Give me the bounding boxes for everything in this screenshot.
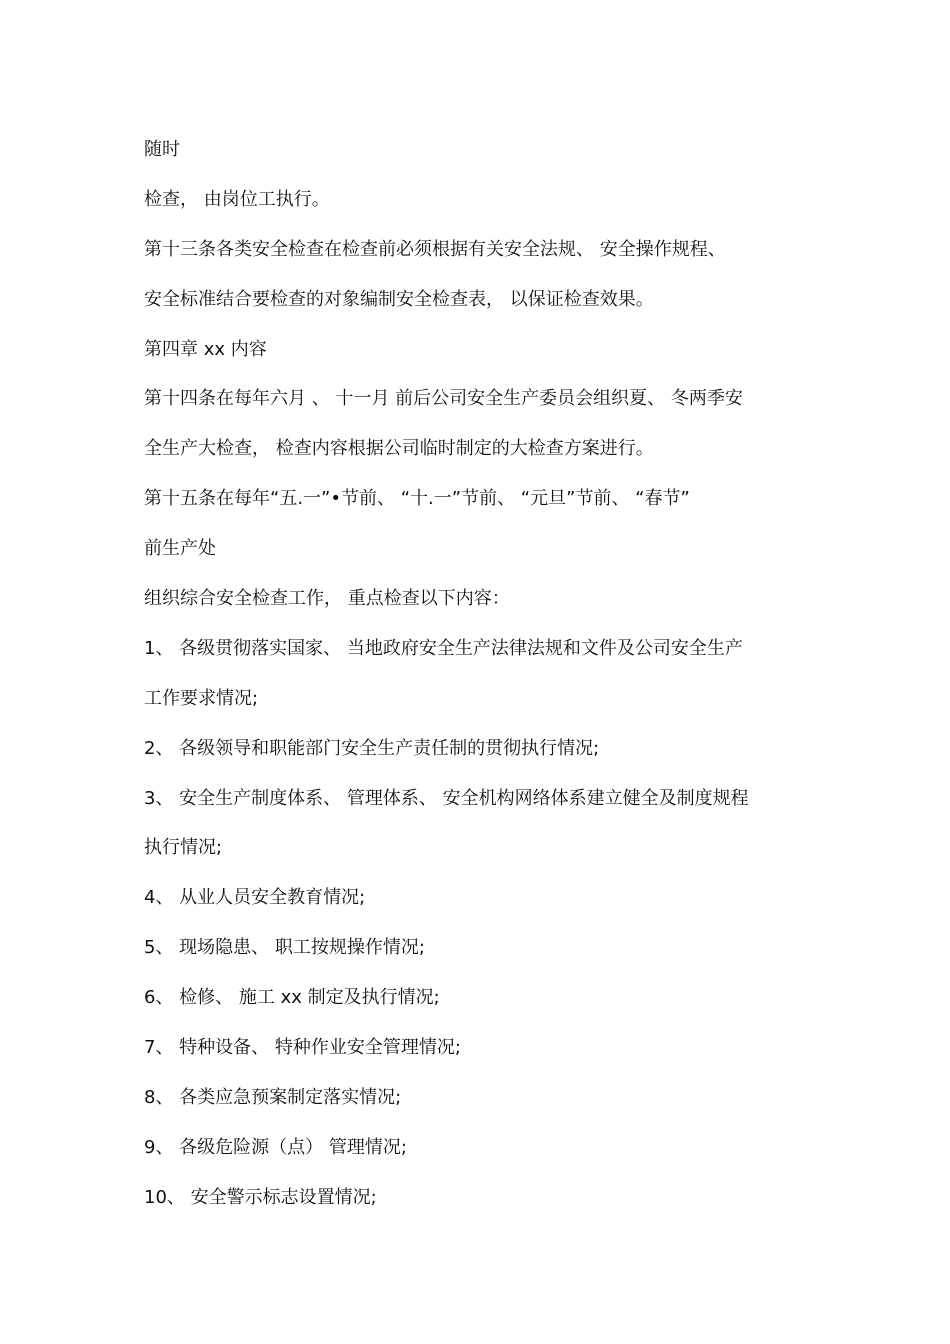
list-item: 1、 各级贯彻落实国家、 当地政府安全生产法律法规和文件及公司安全生产 xyxy=(144,637,743,659)
list-item: 3、 安全生产制度体系、 管理体系、 安全机构网络体系建立健全及制度规程 xyxy=(144,787,749,809)
text-line: 第十五条在每年“五.一”•节前、 “十.一”节前、 “元旦”节前、 “春节” xyxy=(144,488,690,510)
list-item: 9、 各级危险源（点） 管理情况; xyxy=(144,1136,407,1158)
text-line: 随时 xyxy=(144,139,180,160)
document-body xyxy=(144,125,824,1223)
list-item: 4、 从业人员安全教育情况; xyxy=(144,887,366,909)
list-item: 7、 特种设备、 特种作业安全管理情况; xyxy=(144,1037,461,1059)
list-item-continuation: 执行情况; xyxy=(144,837,223,859)
text-line: 检查， 由岗位工执行。 xyxy=(144,188,330,210)
list-item: 2、 各级领导和职能部门安全生产责任制的贯彻执行情况; xyxy=(144,737,600,759)
text-line: 第十四条在每年六月 、 十一月 前后公司安全生产委员会组织夏、 冬两季安 xyxy=(144,388,743,410)
text-line: 安全标准结合要检查的对象编制安全检查表， 以保证检查效果。 xyxy=(144,288,654,310)
chapter-heading: 第四章 xx 内容 xyxy=(144,338,267,360)
list-item-continuation: 工作要求情况; xyxy=(144,687,259,709)
list-item: 10、 安全警示标志设置情况; xyxy=(144,1186,377,1208)
text-line: 组织综合安全检查工作， 重点检查以下内容： xyxy=(144,588,510,610)
list-item: 6、 检修、 施工 xx 制定及执行情况; xyxy=(144,987,440,1009)
list-item: 5、 现场隐患、 职工按规操作情况; xyxy=(144,937,425,959)
list-item: 8、 各类应急预案制定落实情况; xyxy=(144,1086,402,1108)
text-line: 前生产处 xyxy=(144,538,216,560)
text-line: 全生产大检查， 检查内容根据公司临时制定的大检查方案进行。 xyxy=(144,438,654,460)
text-line: 第十三条各类安全检查在检查前必须根据有关安全法规、 安全操作规程、 xyxy=(144,238,726,260)
